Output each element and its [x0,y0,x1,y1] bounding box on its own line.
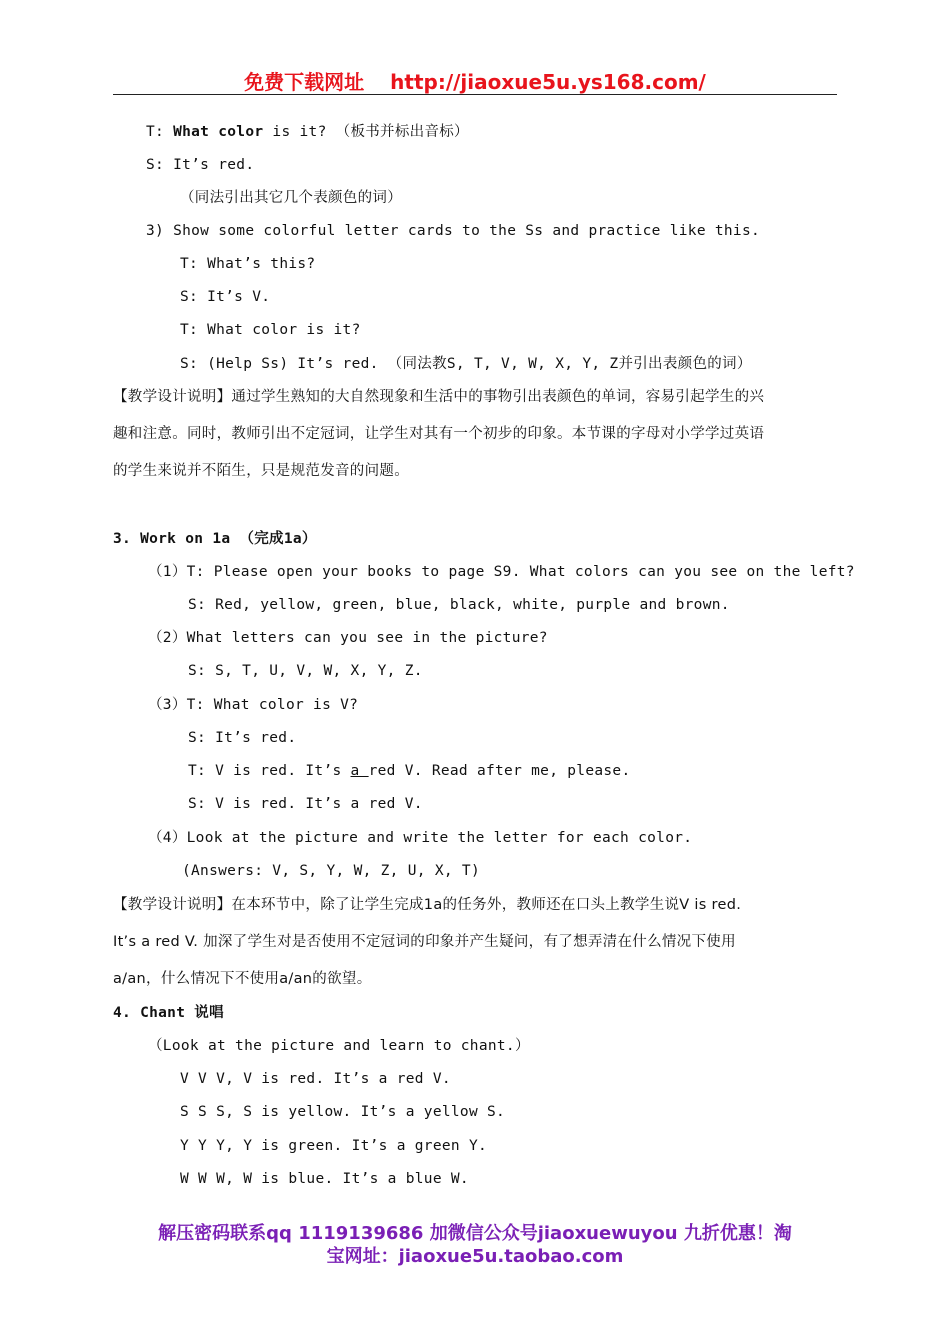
dialogue-line: S: V is red. It’s a red V. [188,796,423,812]
step-line: （4）Look at the picture and write the letter for each color. [148,830,693,846]
design-note: It’s a red V. 加深了学生对是否使用不定冠词的印象并产生疑问，有了想弄清在什么情况下使用 [113,934,736,950]
step-line: （2）What letters can you see in the picture? [148,630,548,646]
dialogue-line: S: It’s red. [146,157,255,173]
step-line: （Look at the picture and learn to chant.） [148,1038,530,1054]
design-note: 【教学设计说明】通过学生熟知的大自然现象和生活中的事物引出表颜色的单词，容易引起学生的兴 [113,389,765,405]
step-line: （1）T: Please open your books to page S9. What colors can you see on the left? [148,564,855,580]
dialogue-line: S: S, T, U, V, W, X, Y, Z. [188,663,423,679]
dialogue-line: T: What color is it? （板书并标出音标） [146,124,469,140]
step-line: （3）T: What color is V? [148,697,359,713]
dialogue-line: S: It’s V. [180,289,271,305]
design-note: a/an，什么情况下不使用a/an的欲望。 [113,971,372,987]
page-header [0,66,950,95]
chant-line: W W W, W is blue. It’s a blue W. [180,1171,469,1187]
design-note: 的学生来说并不陌生，只是规范发音的问题。 [113,463,409,479]
design-note: 趣和注意。同时，教师引出不定冠词，让学生对其有一个初步的印象。本节课的字母对小学学过英语 [113,426,765,442]
chant-line: S S S, S is yellow. It’s a yellow S. [180,1104,506,1120]
header-divider [113,94,837,95]
dialogue-line: S: It’s red. [188,730,297,746]
dialogue-line: S: (Help Ss) It’s red. （同法教S, T, V, W, X, Y, Z并引出表颜色的词） [180,356,752,372]
dialogue-line: S: Red, yellow, green, blue, black, white, purple and brown. [188,597,730,613]
header-url[interactable]: http://jiaoxue5u.ys168.com/ [390,70,706,94]
footer-line-1: 解压密码联系qq 1119139686 加微信公众号jiaoxuewuyou 九折优惠！淘 [158,1223,792,1244]
section-heading: 4. Chant 说唱 [113,1005,224,1021]
chant-line: Y Y Y, Y is green. It’s a green Y. [180,1138,488,1154]
note-line: （同法引出其它几个表颜色的词） [180,190,402,206]
answers-line: (Answers: V, S, Y, W, Z, U, X, T) [182,863,480,879]
step-line: 3) Show some colorful letter cards to the Ss and practice like this. [146,223,761,239]
dialogue-line: T: V is red. It’s a red V. Read after me, please. [188,763,631,779]
dialogue-line: T: What color is it? [180,322,361,338]
dialogue-line: T: What’s this? [180,256,316,272]
chant-line: V V V, V is red. It’s a red V. [180,1071,451,1087]
section-heading: 3. Work on 1a （完成1a） [113,531,317,547]
footer-line-2[interactable]: 宝网址：jiaoxue5u.taobao.com [326,1246,624,1267]
header-title: 免费下载网址 [244,70,365,94]
design-note: 【教学设计说明】在本环节中，除了让学生完成1a的任务外，教师还在口头上教学生说V is red. [113,897,742,913]
